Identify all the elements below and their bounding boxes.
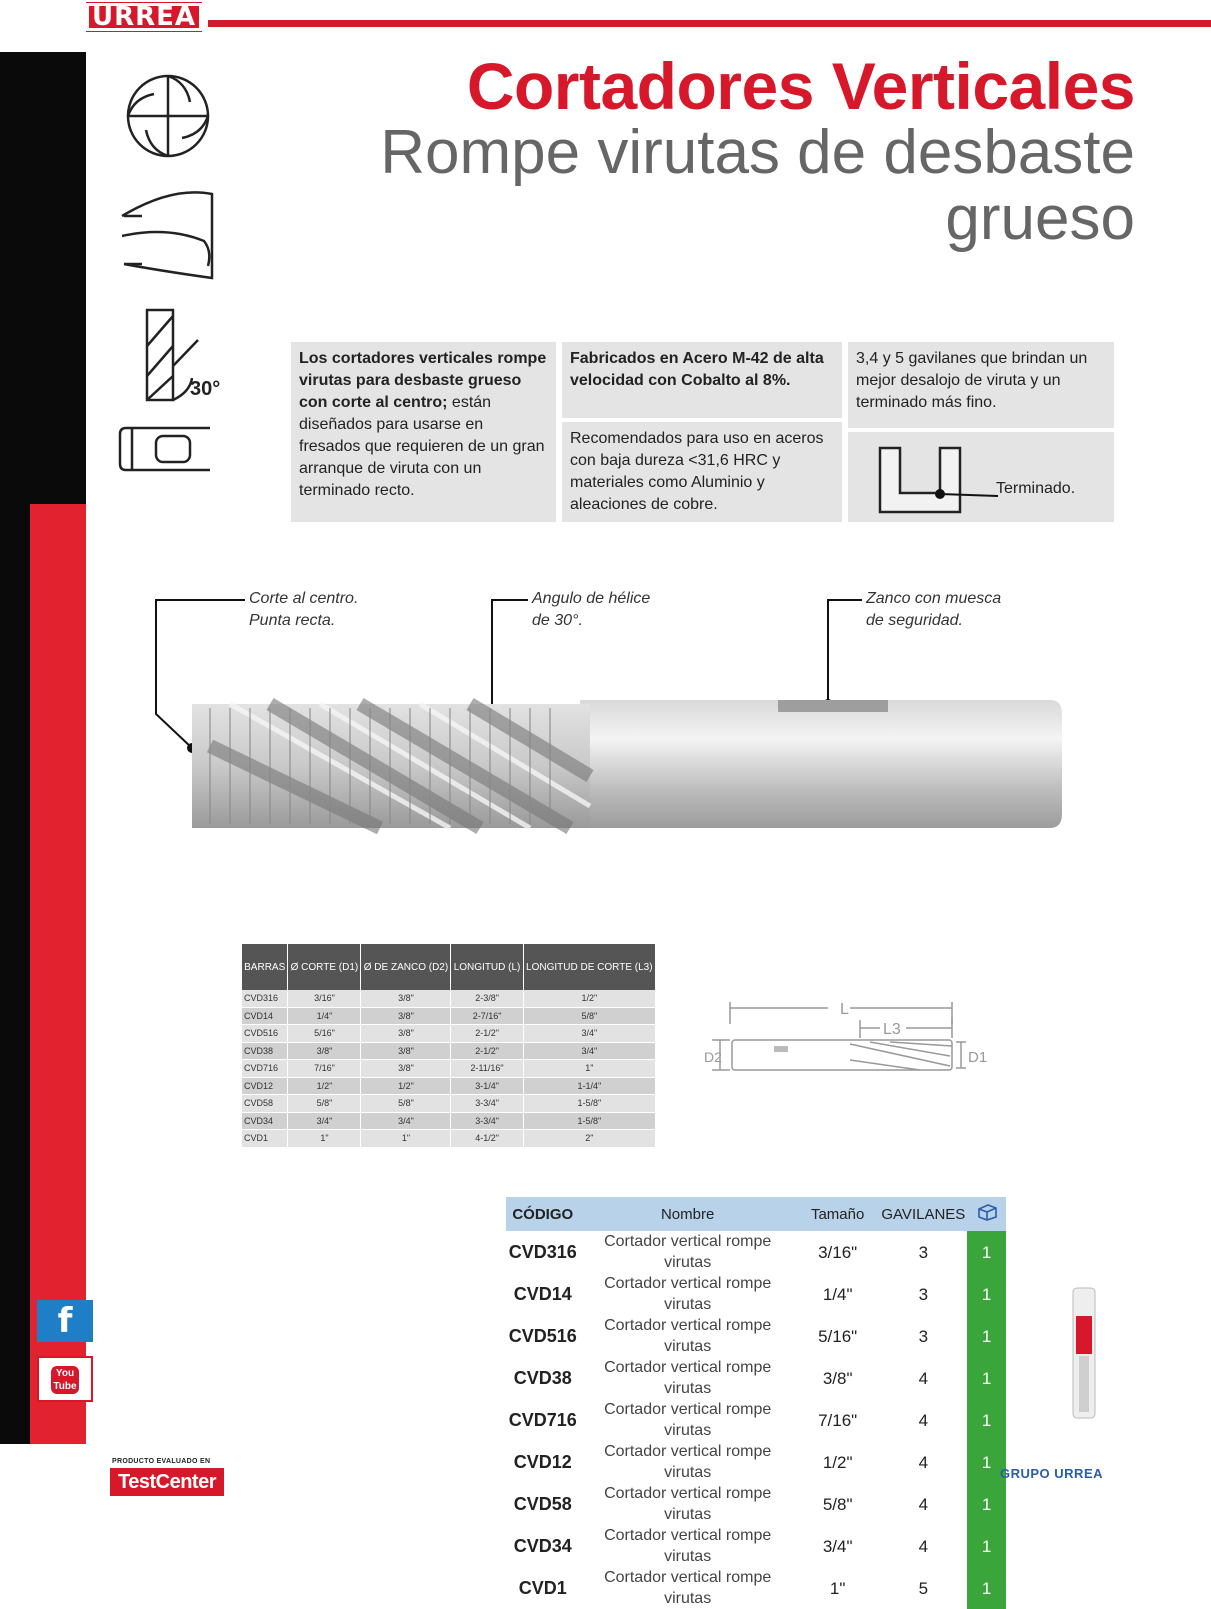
product-code: CVD716 <box>508 1409 577 1430</box>
info-box-material: Fabricados en Acero M-42 de alta velocidad con Cobalto al 8%. <box>562 342 842 418</box>
product-size: 1/4" <box>822 1284 853 1304</box>
spec-cell: 2" <box>523 1130 655 1148</box>
product-qty: 1 <box>967 1483 1006 1525</box>
helix-angle-label: 30° <box>190 378 221 400</box>
callout-helix: Angulo de hélice de 30°. <box>532 590 651 629</box>
spec-cell: 3/8" <box>361 1025 451 1043</box>
product-row <box>506 1231 1006 1273</box>
info-box-flutes: 3,4 y 5 gavilanes que brindan un mejor desalojo de viruta y un terminado más fino. <box>848 342 1114 428</box>
product-code: CVD58 <box>513 1493 572 1514</box>
spec-row <box>242 1130 656 1148</box>
spec-cell: 3/4" <box>523 1025 655 1043</box>
description-bold: Los cortadores verticales rompe virutas para desbaste grueso con corte al centro; <box>299 350 547 411</box>
info-box-description <box>291 342 556 522</box>
product-size: 3/8" <box>822 1368 853 1388</box>
product-qty: 1 <box>967 1441 1006 1483</box>
product-row <box>506 1525 1006 1567</box>
grupo-urrea-logo: GRUPO URREA <box>1000 1466 1104 1481</box>
spec-cell: 3/4" <box>361 1112 451 1130</box>
spec-header: Ø DE ZANCO (D2) <box>361 944 451 990</box>
product-qty: 1 <box>967 1525 1006 1567</box>
spec-row <box>242 1025 656 1043</box>
info-box-recommended: Recomendados para uso en aceros con baja dureza <31,6 HRC y materiales como Aluminio y aleaciones de cobre. <box>562 422 842 522</box>
spec-cell: 1" <box>361 1130 451 1148</box>
product-size: 5/16" <box>818 1326 858 1346</box>
spec-cell: 2-1/2" <box>451 1042 523 1060</box>
product-qty: 1 <box>967 1231 1006 1273</box>
spec-row <box>242 1112 656 1130</box>
product-row <box>506 1441 1006 1483</box>
dimension-diagram <box>700 994 1000 1084</box>
product-row <box>506 1315 1006 1357</box>
spec-cell: CVD516 <box>242 1025 288 1043</box>
product-header-code: CÓDIGO <box>506 1197 579 1231</box>
spec-row <box>242 1042 656 1060</box>
spec-cell: 2-11/16" <box>451 1060 523 1078</box>
spec-cell: 3/16" <box>288 990 361 1007</box>
product-name: Cortador vertical rompe virutas <box>604 1485 772 1523</box>
page-subtitle: Rompe virutas de desbaste grueso <box>380 118 1135 253</box>
product-code: CVD316 <box>508 1241 577 1262</box>
product-qty: 1 <box>967 1273 1006 1315</box>
tool-feature-icons <box>112 66 222 476</box>
product-header-flutes: GAVILANES <box>880 1197 968 1231</box>
spec-cell: 3-1/4" <box>451 1077 523 1095</box>
spec-cell: 3/8" <box>361 1042 451 1060</box>
spec-cell: 2-1/2" <box>451 1025 523 1043</box>
spec-cell: 1-5/8" <box>523 1095 655 1113</box>
spec-header: Ø CORTE (D1) <box>288 944 361 990</box>
product-name: Cortador vertical rompe virutas <box>604 1401 772 1439</box>
spec-cell: 4-1/2" <box>451 1130 523 1148</box>
urrea-logo: URREA <box>86 2 202 32</box>
spec-cell: 1/2" <box>523 990 655 1007</box>
product-flutes: 4 <box>918 1368 929 1388</box>
spec-cell: 5/8" <box>361 1095 451 1113</box>
dim-D1-label: D1 <box>968 1049 988 1066</box>
spec-cell: CVD14 <box>242 1007 288 1025</box>
product-row <box>506 1357 1006 1399</box>
spec-cell: CVD1 <box>242 1130 288 1148</box>
product-code: CVD38 <box>513 1367 572 1388</box>
dim-L3-label: L3 <box>883 1021 901 1038</box>
spec-cell: CVD34 <box>242 1112 288 1130</box>
spec-cell: 3/8" <box>361 1060 451 1078</box>
testcenter-label: PRODUCTO EVALUADO EN <box>112 1458 211 1465</box>
info-box-finish <box>848 432 1114 522</box>
product-name: Cortador vertical rompe virutas <box>604 1359 772 1397</box>
product-code: CVD12 <box>513 1451 572 1472</box>
product-flutes: 3 <box>918 1326 929 1346</box>
product-flutes: 4 <box>918 1536 929 1556</box>
callout-center-cut: Corte al centro. Punta recta. <box>249 590 359 629</box>
product-qty: 1 <box>967 1315 1006 1357</box>
sidebar-black-strip <box>0 504 30 1444</box>
spec-cell: 1" <box>288 1130 361 1148</box>
product-flutes: 4 <box>918 1410 929 1430</box>
spec-header: BARRAS <box>242 944 288 990</box>
product-size: 3/4" <box>822 1536 853 1556</box>
product-qty: 1 <box>967 1399 1006 1441</box>
spec-cell: 1/2" <box>288 1077 361 1095</box>
product-name: Cortador vertical rompe virutas <box>604 1317 772 1355</box>
product-code: CVD14 <box>513 1283 572 1304</box>
page-title: Cortadores Verticales <box>466 49 1135 123</box>
header-rule <box>208 20 1211 27</box>
product-flutes: 3 <box>918 1242 929 1262</box>
spec-header: LONGITUD (L) <box>451 944 523 990</box>
spec-cell: 7/16" <box>288 1060 361 1078</box>
product-code: CVD516 <box>508 1325 577 1346</box>
spec-cell: CVD38 <box>242 1042 288 1060</box>
dim-L-label: L <box>840 1001 849 1018</box>
product-name: Cortador vertical rompe virutas <box>604 1569 772 1607</box>
spec-cell: 3/4" <box>523 1042 655 1060</box>
product-row <box>506 1483 1006 1525</box>
product-name: Cortador vertical rompe virutas <box>604 1527 772 1565</box>
product-header-name: Nombre <box>579 1197 795 1231</box>
product-flutes: 4 <box>918 1452 929 1472</box>
product-name: Cortador vertical rompe virutas <box>604 1233 772 1271</box>
product-code: CVD34 <box>513 1535 572 1556</box>
product-qty: 1 <box>967 1567 1006 1609</box>
product-size: 5/8" <box>822 1494 853 1514</box>
spec-cell: 3/4" <box>288 1112 361 1130</box>
product-flutes: 4 <box>918 1494 929 1514</box>
product-size: 1/2" <box>822 1452 853 1472</box>
product-row <box>506 1399 1006 1441</box>
spec-cell: 5/8" <box>288 1095 361 1113</box>
spec-row <box>242 990 656 1007</box>
spec-cell: 3-3/4" <box>451 1095 523 1113</box>
finish-profile-icon <box>870 438 1000 518</box>
callout-shank: Zanco con muesca de seguridad. <box>866 590 1002 629</box>
product-code: CVD1 <box>518 1577 567 1598</box>
product-header-size: Tamaño <box>796 1197 880 1231</box>
spec-cell: 2-3/8" <box>451 990 523 1007</box>
spec-cell: 5/8" <box>523 1007 655 1025</box>
spec-cell: 1/2" <box>361 1077 451 1095</box>
product-table <box>506 1197 1006 1609</box>
spec-cell: 1" <box>523 1060 655 1078</box>
product-row <box>506 1273 1006 1315</box>
spec-cell: CVD716 <box>242 1060 288 1078</box>
product-header-row <box>506 1197 1006 1231</box>
spec-cell: CVD12 <box>242 1077 288 1095</box>
spec-cell: 3/8" <box>288 1042 361 1060</box>
facebook-icon[interactable]: f <box>37 1300 93 1342</box>
product-name: Cortador vertical rompe virutas <box>604 1443 772 1481</box>
product-qty: 1 <box>967 1357 1006 1399</box>
product-name: Cortador vertical rompe virutas <box>604 1275 772 1313</box>
spec-row <box>242 1060 656 1078</box>
cutter-profile-icon <box>122 192 212 278</box>
spec-cell: 3/8" <box>361 990 451 1007</box>
spec-cell: 3-3/4" <box>451 1112 523 1130</box>
spec-cell: 3/8" <box>361 1007 451 1025</box>
product-size: 1" <box>829 1578 846 1598</box>
product-flutes: 3 <box>918 1284 929 1304</box>
spec-cell: 5/16" <box>288 1025 361 1043</box>
product-size: 3/16" <box>818 1242 858 1262</box>
product-package-image <box>1070 1286 1100 1422</box>
spec-row <box>242 1077 656 1095</box>
spec-header: LONGITUD DE CORTE (L3) <box>523 944 655 990</box>
sidebar-black-band <box>0 52 86 504</box>
spec-row <box>242 1007 656 1025</box>
testcenter-logo: TestCenter <box>110 1468 224 1496</box>
spec-cell: 1/4" <box>288 1007 361 1025</box>
youtube-icon[interactable]: You Tube <box>37 1356 93 1402</box>
product-row <box>506 1567 1006 1609</box>
spec-cell: 1-1/4" <box>523 1077 655 1095</box>
end-mill-illustration <box>150 596 1070 846</box>
description-text: están diseñados para usarse en fresados que requieren de un gran arranque de viruta con un terminado recto. <box>299 394 545 499</box>
dim-D2-label: D2 <box>704 1049 722 1065</box>
flute-section-icon <box>128 76 208 156</box>
spec-cell: 1-5/8" <box>523 1112 655 1130</box>
package-icon <box>967 1197 1006 1231</box>
shank-notch-icon <box>120 428 210 470</box>
spec-cell: CVD316 <box>242 990 288 1007</box>
product-size: 7/16" <box>818 1410 858 1430</box>
spec-table <box>242 944 656 1148</box>
product-flutes: 5 <box>918 1578 929 1598</box>
spec-header-row <box>242 944 656 990</box>
spec-cell: CVD58 <box>242 1095 288 1113</box>
finish-label: Terminado. <box>996 480 1076 497</box>
spec-cell: 2-7/16" <box>451 1007 523 1025</box>
spec-row <box>242 1095 656 1113</box>
